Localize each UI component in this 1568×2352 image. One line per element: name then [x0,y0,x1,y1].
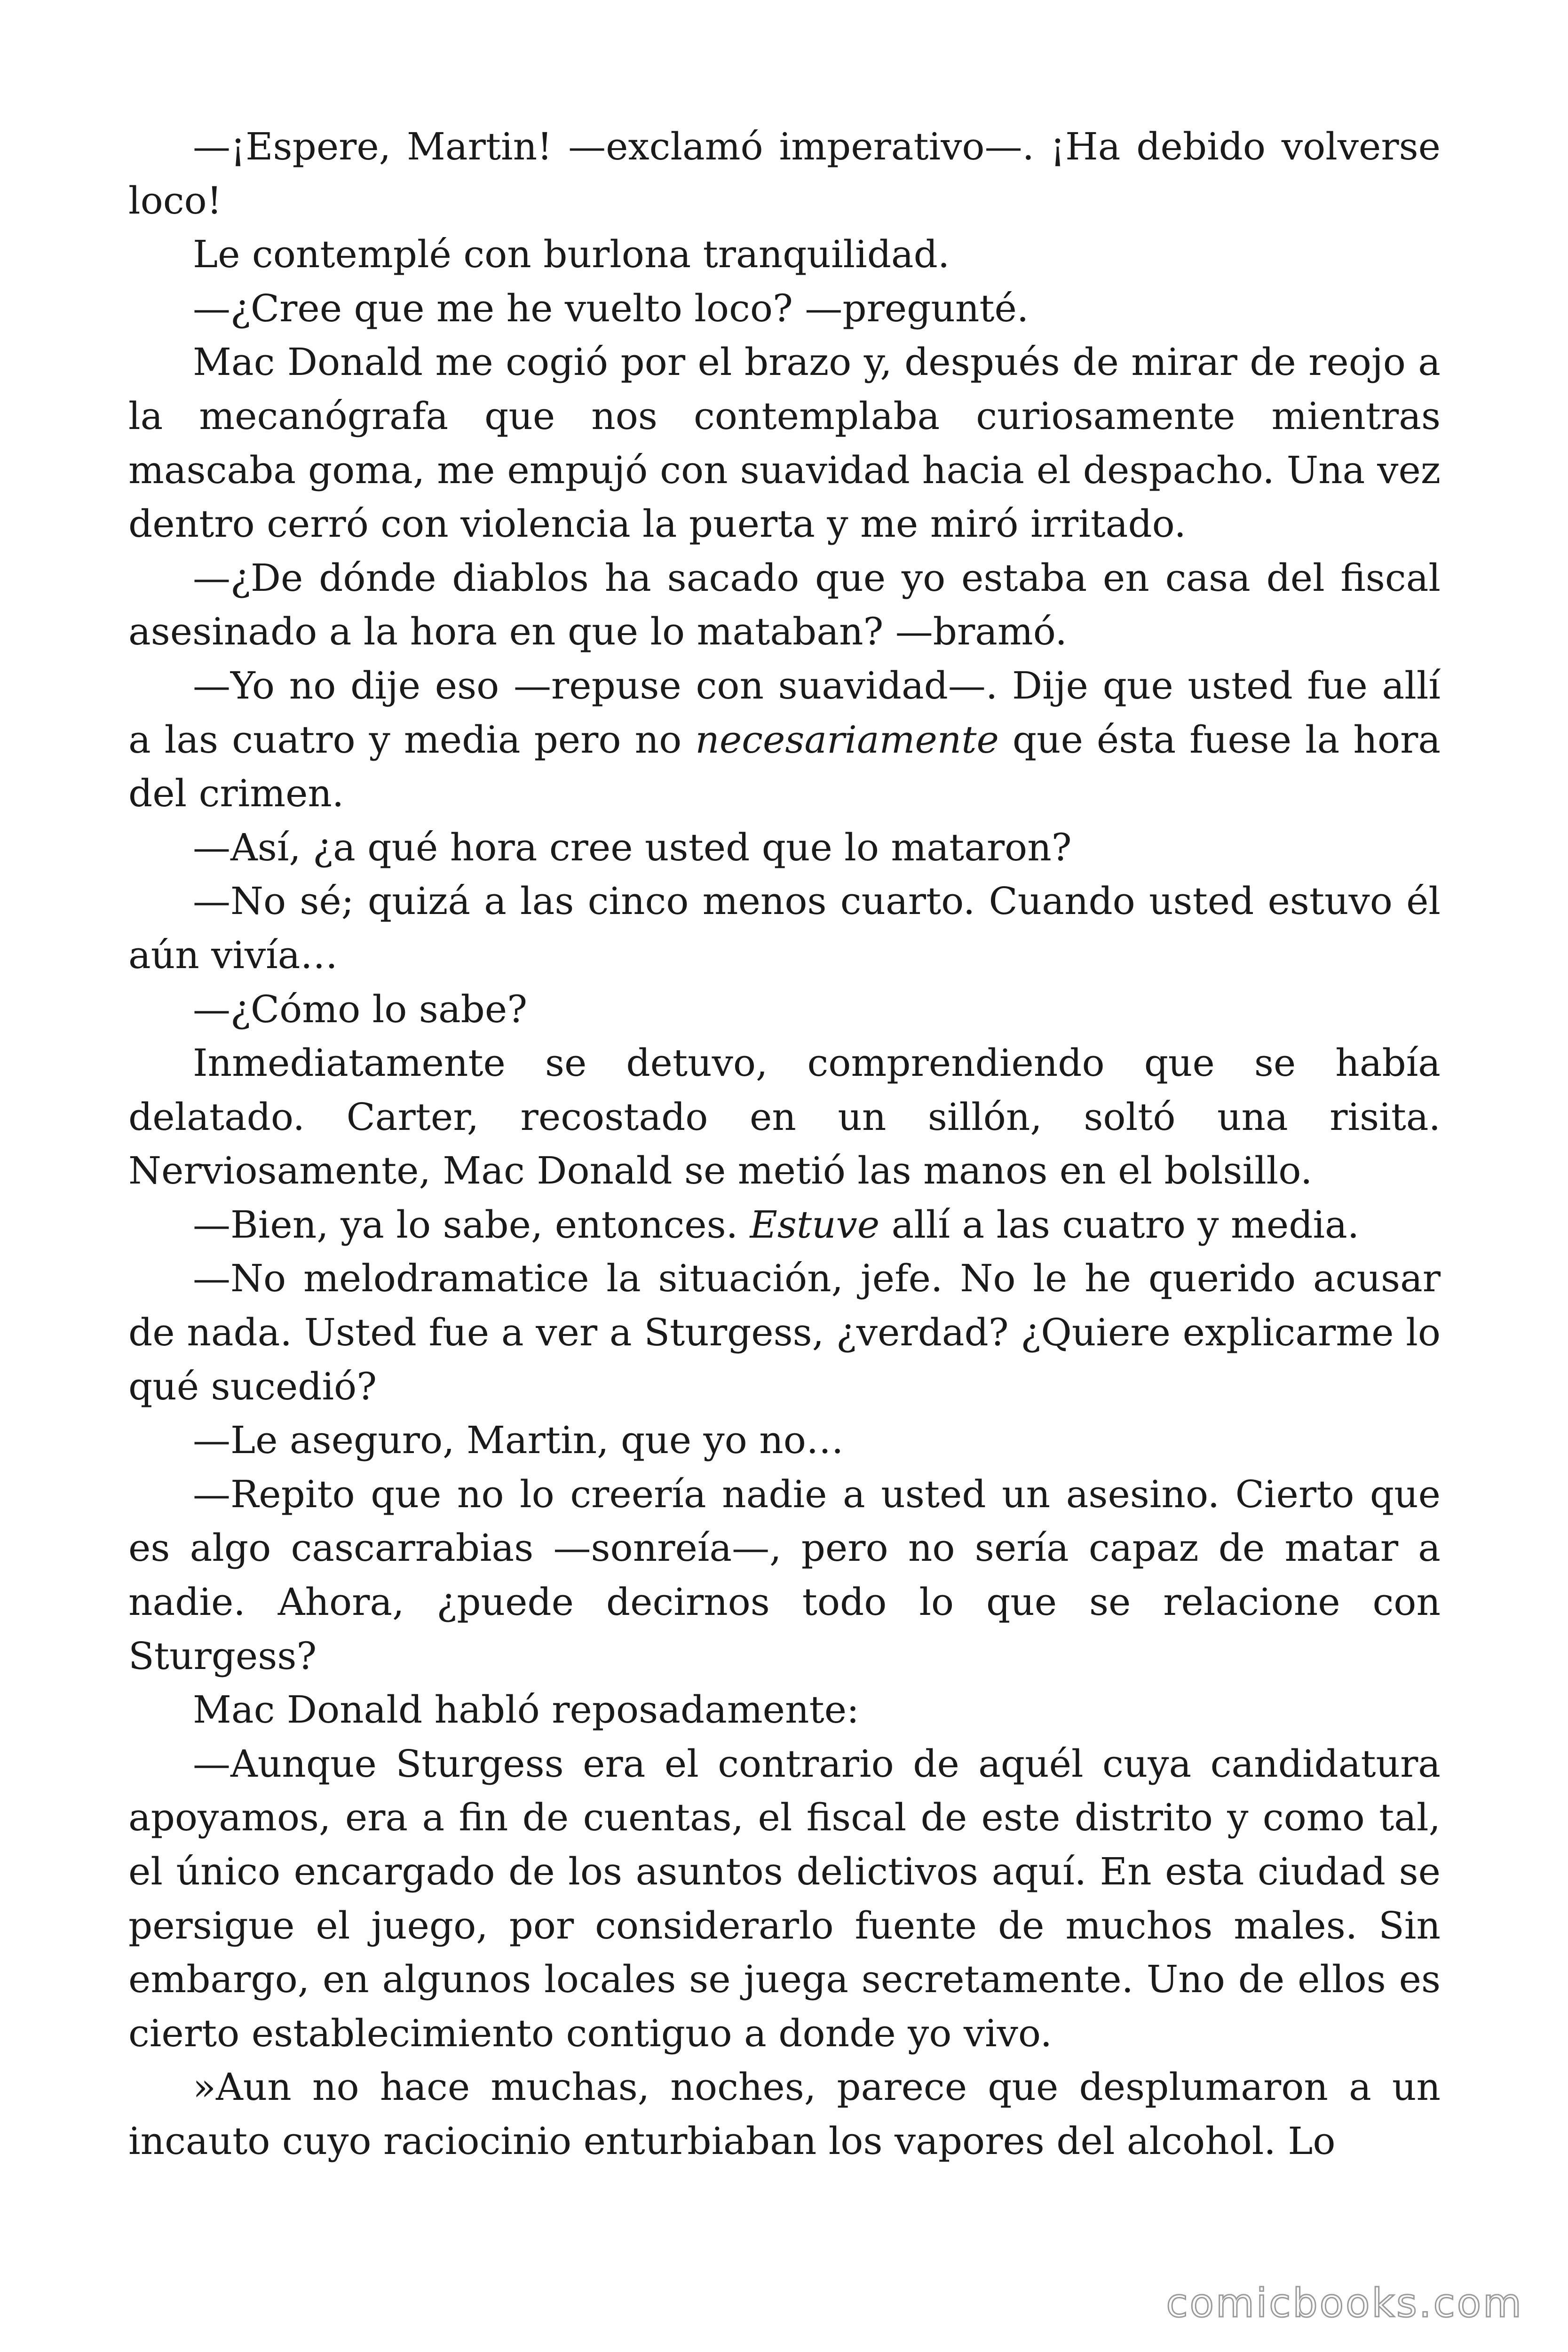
paragraph: —Así, ¿a qué hora cree usted que lo mataron? [193,825,1072,869]
paragraph: Inmediatamente se detuvo, comprendiendo que se había delatado. Carter, recostado en un sillón, soltó una risita. Nerviosamente, Mac Donald se metió las manos en el bolsillo. [128,1041,1441,1193]
paragraph: —¿Cree que me he vuelto loco? —pregunté. [193,286,1029,330]
paragraph: —¿De dónde diablos ha sacado que yo estaba en casa del fiscal asesinado a la hora en que lo mataban? —bramó. [128,556,1441,654]
paragraph: Mac Donald habló reposadamente: [193,1688,859,1732]
paragraph: —Bien, ya lo sabe, entonces. Estuve allí a las cuatro y media. [193,1202,1360,1247]
paragraph: —¿Cómo lo sabe? [193,987,528,1031]
paragraph: —No sé; quizá a las cinco menos cuarto. Cuando usted estuvo él aún vivía… [128,879,1441,977]
paragraph: —¡Espere, Martin! —exclamó imperativo—. ¡Ha debido volverse loco! [128,125,1441,222]
watermark: comicbooks.com [1166,2280,1523,2326]
paragraph: Le contemplé con burlona tranquilidad. [193,232,950,277]
body-text [128,120,1441,2169]
paragraph: —Yo no dije eso —repuse con suavidad—. Dije que usted fue allí a las cuatro y media pero no necesariamente que ésta fuese la hora del crimen. [128,663,1441,816]
paragraph: —No melodramatice la situación, jefe. No le he querido acusar de nada. Usted fue a ver a Sturgess, ¿verdad? ¿Quiere explicarme lo qué sucedió? [128,1256,1441,1408]
paragraph: —Aunque Sturgess era el contrario de aquél cuya candidatura apoyamos, era a fin de cuentas, el fiscal de este distrito y como tal, el único encargado de los asuntos delictivos aquí. En esta ciudad se persigue el juego, por considerarlo fuente de muchos males. Sin embargo, en algunos locales se juega secretamente. Uno de ellos es cierto establecimiento contiguo a donde yo vivo. [128,1741,1441,2055]
emphasis: Estuve [750,1202,880,1247]
paragraph: —Le aseguro, Martin, que yo no… [193,1418,844,1462]
paragraph: —Repito que no lo creería nadie a usted un asesino. Cierto que es algo cascarrabias —sonreía—, pero no sería capaz de matar a nadie. Ahora, ¿puede decirnos todo lo que se relacione con Sturgess? [128,1472,1441,1678]
emphasis: necesariamente [695,717,999,762]
paragraph: »Aun no hace muchas, noches, parece que desplumaron a un incauto cuyo raciocinio enturbiaban los vapores del alcohol. Lo [128,2065,1441,2163]
paragraph: Mac Donald me cogió por el brazo y, después de mirar de reojo a la mecanógrafa que nos contemplaba curiosamente mientras mascaba goma, me empujó con suavidad hacia el despacho. Una vez dentro cerró con violencia la puerta y me miró irritado. [128,340,1441,546]
